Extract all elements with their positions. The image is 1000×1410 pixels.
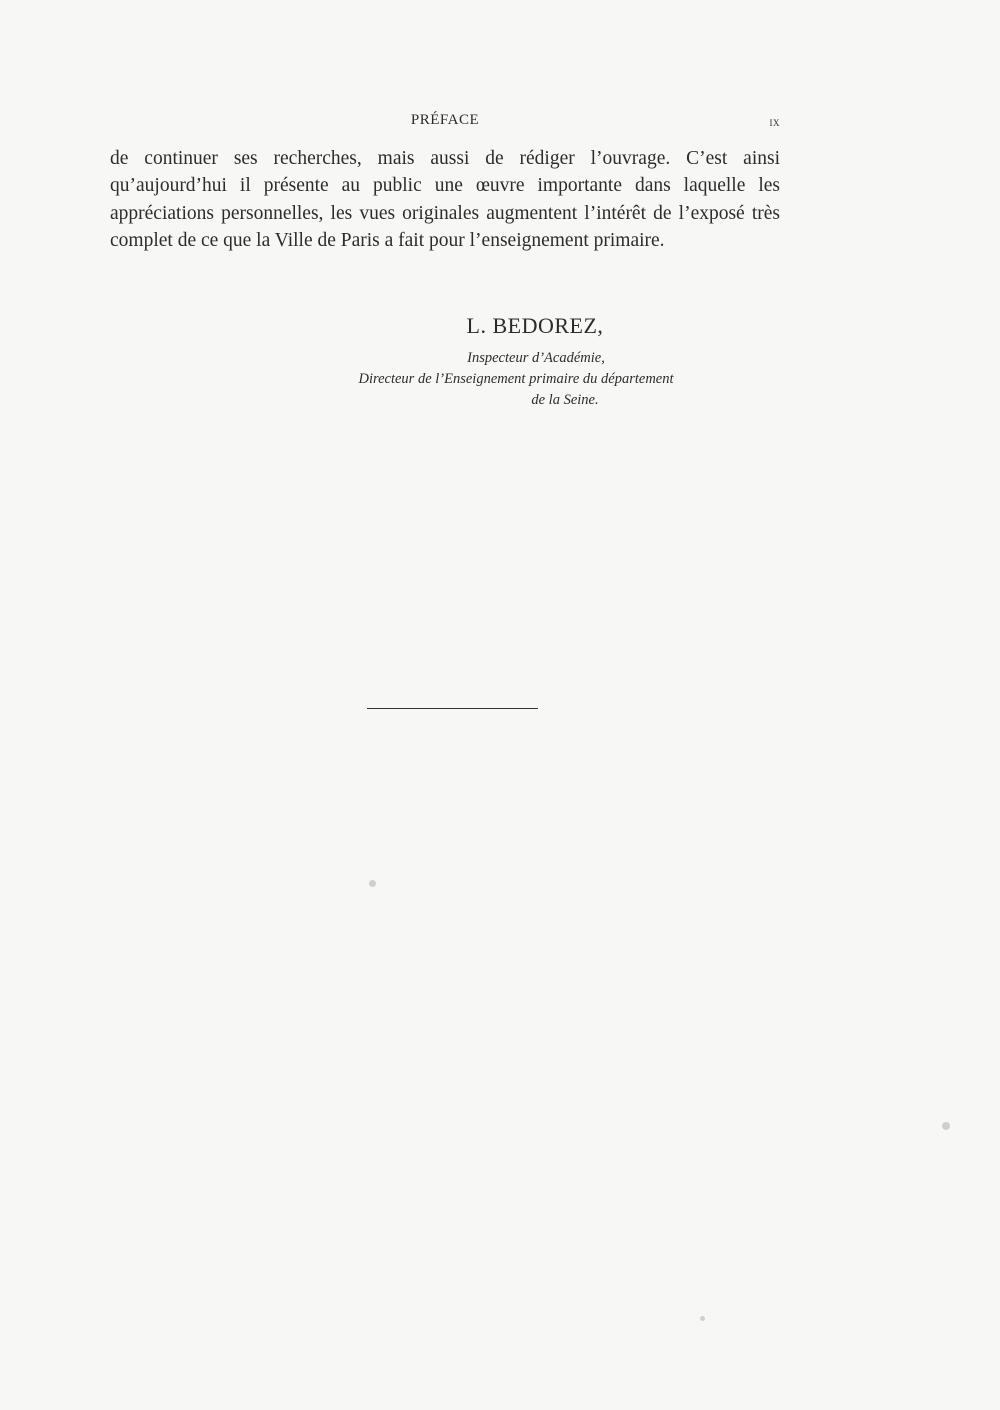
body-paragraph: de continuer ses recherches, mais aussi de rédiger l’ouvrage. C’est ainsi qu’aujourd’hui il présente au public une œuvre importante dans laquelle les appréciations personnelles, les vues originales augmentent l’intérêt de l’exposé très complet de ce que la Ville de Paris a fait pour l’enseignement primaire. bbox=[110, 148, 780, 251]
signature-title bbox=[300, 348, 770, 411]
paper-speck bbox=[700, 1316, 705, 1321]
signature-block bbox=[300, 313, 770, 411]
running-header bbox=[110, 112, 780, 134]
signature-title-line-3: de la Seine. bbox=[531, 392, 599, 408]
paper-speck bbox=[942, 1122, 950, 1130]
running-title: PRÉFACE bbox=[410, 112, 480, 128]
end-rule bbox=[367, 708, 538, 709]
page-number: ix bbox=[769, 114, 780, 129]
paper-speck bbox=[369, 880, 376, 887]
signature-name: L. BEDOREZ, bbox=[466, 313, 604, 338]
signature-title-line-2: Directeur de l’Enseignement primaire du département bbox=[358, 371, 674, 387]
signature-title-line-1: Inspecteur d’Académie, bbox=[467, 350, 605, 366]
